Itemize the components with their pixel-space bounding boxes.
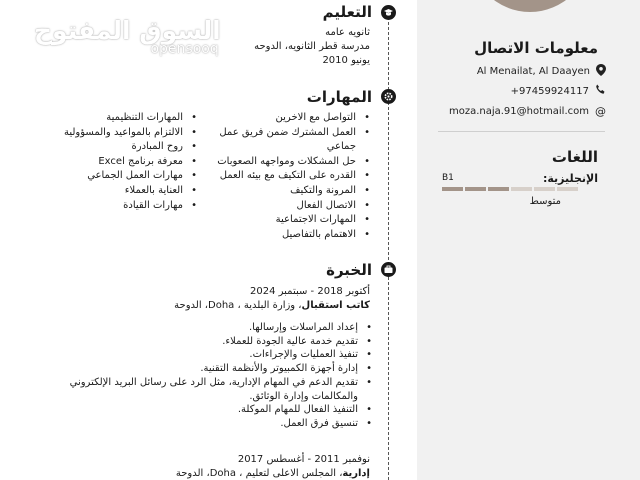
job1-dates: أكتوبر 2018 - سبتمبر 2024: [250, 286, 370, 297]
skill-item: • روح المبادرة: [64, 140, 197, 155]
skill-item: • العناية بالعملاء: [64, 184, 197, 199]
skill-item: • المرونة والتكيف: [217, 184, 370, 199]
skill-item: • القدره على التكيف مع بيئه العمل: [217, 169, 370, 184]
opensooq-watermark: [34, 16, 221, 57]
job2-role: إدارية: [342, 468, 370, 479]
skills-list-primary: [217, 111, 370, 242]
job1-organization: ، وزارة البلدية ، Doha، الدوحة: [174, 300, 302, 311]
language-cefr-level: B1: [442, 173, 454, 183]
duty-item: • تقديم خدمة عالية الجودة للعملاء.: [70, 335, 372, 349]
job1-role: كاتب استقبال: [301, 300, 370, 311]
skills-heading: المهارات: [306, 88, 372, 106]
experience-heading: الخبرة: [326, 261, 372, 279]
briefcase-icon: [381, 262, 396, 277]
duty-item: • إدارة أجهزة الكمبيوتر والأنظمة التقنية.: [70, 362, 372, 376]
email-row: [449, 105, 606, 118]
skill-item: • الالتزام بالمواعيد والمسؤولية: [64, 126, 197, 141]
language-level-text: متوسط: [529, 196, 561, 207]
duty-item-continuation: والمكالمات وإدارة الوثائق.: [249, 390, 358, 402]
watermark-latin: opensooq: [150, 41, 219, 57]
skill-item: • حل المشكلات ومواجهه الصعوبات: [217, 155, 370, 170]
address-text: Al Menailat, Al Daayen: [476, 66, 590, 77]
phone-text: +97459924117: [510, 85, 589, 97]
language-level-bar: [442, 187, 578, 191]
skill-item: • العمل المشترك ضمن فريق عمل: [217, 126, 370, 141]
skill-item: • الاهتمام بالتفاصيل: [217, 228, 370, 243]
duty-item: • تنفيذ العمليات والإجراءات.: [70, 348, 372, 362]
skill-item: • المهارات الاجتماعية: [217, 213, 370, 228]
education-heading: التعليم: [322, 3, 372, 21]
watermark-arabic: السوق المفتوح: [34, 16, 221, 45]
contact-heading: معلومات الاتصال: [474, 39, 598, 57]
education-date: يونيو 2010: [322, 55, 370, 66]
duty-item: • إعداد المراسلات وإرسالها.: [70, 321, 372, 335]
level-segment: [488, 187, 509, 191]
job2-organization: ، المجلس الاعلى لتعليم ، Doha، الدوحة: [175, 468, 343, 479]
duty-item: • تقديم الدعم في المهام الإدارية، مثل الرد على رسائل البريد الإلكتروني: [70, 376, 372, 390]
gear-icon: [381, 89, 396, 104]
level-segment: [465, 187, 486, 191]
skill-item: • التواصل مع الاخرين: [217, 111, 370, 126]
job1-title-line: [174, 299, 370, 313]
skill-item-continuation: جماعي: [326, 141, 356, 153]
divider: [438, 131, 605, 132]
skill-item: • المهارات التنظيمية: [64, 111, 197, 126]
level-segment: [557, 187, 578, 191]
duty-item: • التنفيذ الفعال للمهام الموكلة.: [70, 403, 372, 417]
job1-duties-list: [70, 321, 372, 431]
languages-heading: اللغات: [551, 148, 598, 166]
level-segment: [442, 187, 463, 191]
skills-list-secondary: [64, 111, 197, 213]
language-name: الإنجليزية:: [542, 172, 598, 185]
phone-row: [511, 84, 606, 98]
skill-item: • مهارات العمل الجماعي: [64, 169, 197, 184]
education-school: مدرسة قطر الثانويه، الدوحه: [254, 41, 370, 52]
level-segment: [534, 187, 555, 191]
level-segment: [511, 187, 532, 191]
education-degree: ثانويه عامه: [325, 27, 370, 38]
graduation-cap-icon: [381, 5, 396, 20]
at-sign-icon: @: [595, 105, 606, 118]
duty-item: • تنسيق فرق العمل.: [70, 417, 372, 431]
job2-title-line: [176, 467, 370, 480]
address-row: [477, 64, 606, 79]
skill-item: • معرفة برنامج Excel: [64, 155, 197, 170]
location-pin-icon: [596, 64, 606, 79]
skill-item: • مهارات القيادة: [64, 199, 197, 214]
job2-dates: نوفمبر 2011 - أغسطس 2017: [237, 454, 370, 465]
skill-item: • الاتصال الفعال: [217, 199, 370, 214]
phone-icon: [595, 84, 606, 98]
email-text[interactable]: moza.naja.91@hotmail.com: [448, 106, 589, 117]
